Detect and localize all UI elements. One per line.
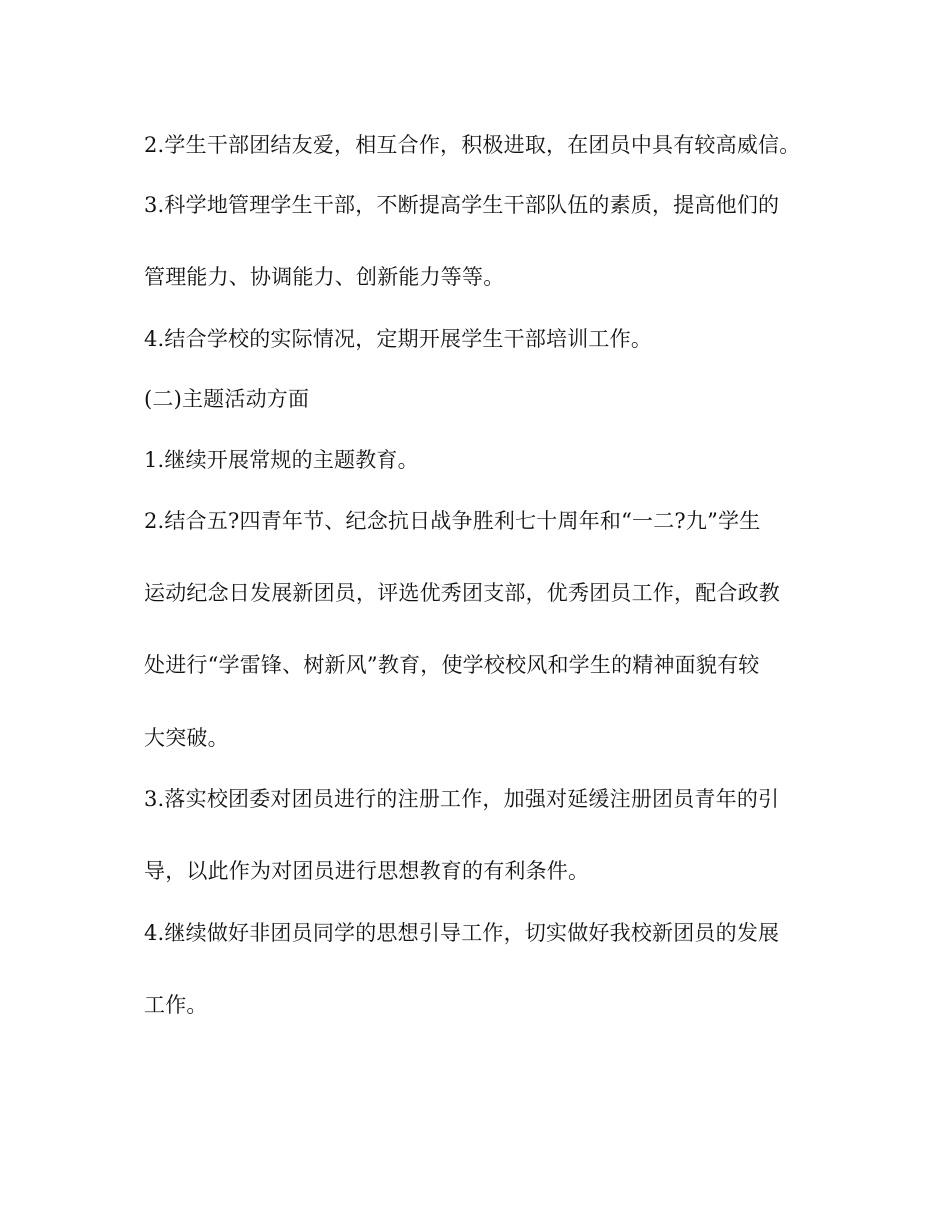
- paragraph-line: 管理能力、协调能力、创新能力等等。: [144, 265, 505, 289]
- section-heading: (二)主题活动方面: [144, 387, 310, 411]
- paragraph-line: 3.落实校团委对团员进行的注册工作，加强对延缓注册团员青年的引: [144, 787, 780, 811]
- paragraph-line: 2.学生干部团结友爱，相互合作，积极进取，在团员中具有较高威信。: [144, 133, 801, 157]
- paragraph-line: 4.继续做好非团员同学的思想引导工作，切实做好我校新团员的发展: [144, 921, 780, 945]
- paragraph-line: 1.继续开展常规的主题教育。: [144, 448, 419, 472]
- paragraph-line: 导，以此作为对团员进行思想教育的有利条件。: [144, 859, 590, 883]
- paragraph-line: 3.科学地管理学生干部，不断提高学生干部队伍的素质，提高他们的: [144, 193, 780, 217]
- paragraph-line: 运动纪念日发展新团员，评选优秀团支部，优秀团员工作，配合政教: [144, 581, 780, 605]
- paragraph-line: 处进行“学雷锋、树新风”教育，使学校校风和学生的精神面貌有较: [144, 653, 760, 677]
- paragraph-line: 大突破。: [144, 726, 229, 750]
- paragraph-line: 工作。: [144, 993, 208, 1017]
- paragraph-line: 2.结合五?四青年节、纪念抗日战争胜利七十周年和“一二?九”学生: [144, 509, 761, 533]
- paragraph-line: 4.结合学校的实际情况，定期开展学生干部培训工作。: [144, 327, 653, 351]
